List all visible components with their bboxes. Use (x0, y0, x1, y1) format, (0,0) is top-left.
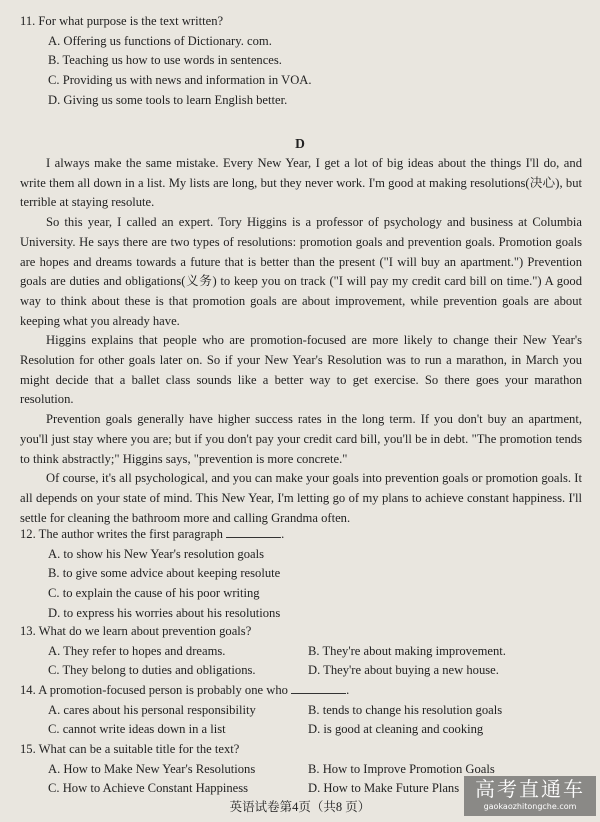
question-stem: 14. A promotion-focused person is probably one who . (20, 683, 350, 697)
option-d: D. How to Make Future Plans (308, 781, 460, 796)
watermark-text: 高考直通车 (475, 777, 585, 801)
watermark-url: gaokaozhitongche.com (483, 802, 577, 811)
option-a: A. to show his New Year's resolution goals (48, 546, 265, 561)
option-c: C. How to Achieve Constant Happiness (48, 781, 249, 796)
watermark-logo (464, 776, 596, 816)
option-d: D. is good at cleaning and cooking (308, 722, 484, 737)
option-row (48, 720, 582, 740)
option-row (48, 642, 582, 662)
paragraph: Of course, it's all psychological, and you can make your goals into prevention goals or promotion goals. It all depends on your state of mind. This New Year, I'm letting go of my plans to achieve constant happiness. I'll settle for cleaning the bathroom more and calling Grandma often. (20, 471, 582, 525)
answer-blank (226, 527, 281, 538)
question-13 (20, 622, 582, 681)
paragraph: So this year, I called an expert. Tory Higgins is a professor of psychology and business at Columbia University. He says there are two types of resolutions: promotion goals and prevention goals. Promotion goals are hopes and dreams towards a future that is better than the present ("I will buy an apartment.") Prevention goals are duties and obligations(义务) to keep you on track ("I will pay my credit card bill on time.") A good way to think about these is that promotion goals are about improvement, while prevention goals are about keeping what you already have. (20, 215, 582, 328)
option-d: D. They're about buying a new house. (308, 663, 499, 678)
option-c: C. cannot write ideas down in a list (48, 722, 226, 737)
option-c: C. Providing us with news and information in VOA. (48, 73, 312, 88)
option-a: A. Offering us functions of Dictionary. com. (48, 33, 272, 48)
option-b: B. They're about making improvement. (308, 643, 506, 658)
question-stem: 13. What do we learn about prevention goals? (20, 624, 252, 638)
page-footer: 英语试卷第4页（共8 页） (229, 800, 371, 814)
paragraph: Higgins explains that people who are promotion-focused are more likely to change their New Year's Resolution for other goals later on. So if your New Year's Resolution was to run a marathon, in March you might decide that a ballet class sounds like a better way to get exercise. So there goes your marathon resolution. (20, 333, 582, 407)
passage (20, 154, 582, 528)
option-a: A. They refer to hopes and dreams. (48, 643, 226, 658)
question-stem: 12. The author writes the first paragraph . (20, 527, 285, 541)
question-14 (20, 681, 582, 740)
option-b: B. to give some advice about keeping resolute (48, 566, 281, 581)
option-b: B. Teaching us how to use words in sentences. (48, 53, 282, 68)
paragraph: I always make the same mistake. Every New Year, I get a lot of big ideas about the things I'll do, and write them all down in a list. My lists are long, but they never work. I'm good at making resolutions(决心), but terrible at staying resolute. (20, 156, 582, 210)
option-c: C. to explain the cause of his poor writing (48, 586, 260, 601)
question-stem: 11. For what purpose is the text written? (20, 14, 224, 28)
question-stem: 15. What can be a suitable title for the text? (20, 742, 240, 756)
section-title: D (295, 136, 305, 151)
option-c: C. They belong to duties and obligations. (48, 663, 256, 678)
option-b: B. tends to change his resolution goals (308, 702, 503, 717)
option-row (48, 661, 582, 681)
answer-blank (291, 683, 346, 694)
question-11 (20, 12, 582, 111)
option-b: B. How to Improve Promotion Goals (308, 761, 495, 776)
option-a: A. cares about his personal responsibility (48, 702, 256, 717)
option-a: A. How to Make New Year's Resolutions (48, 761, 256, 776)
option-row (48, 701, 582, 721)
option-d: D. to express his worries about his resolutions (48, 605, 281, 620)
question-12 (20, 525, 582, 624)
paragraph: Prevention goals generally have higher success rates in the long term. If you don't buy an apartment, you'll just stay where you are; but if you don't pay your credit card bill, you'll be in debt. "The promotion tends to think abstractly;" Higgins says, "prevention is more concrete." (20, 412, 582, 466)
option-d: D. Giving us some tools to learn English better. (48, 92, 288, 107)
